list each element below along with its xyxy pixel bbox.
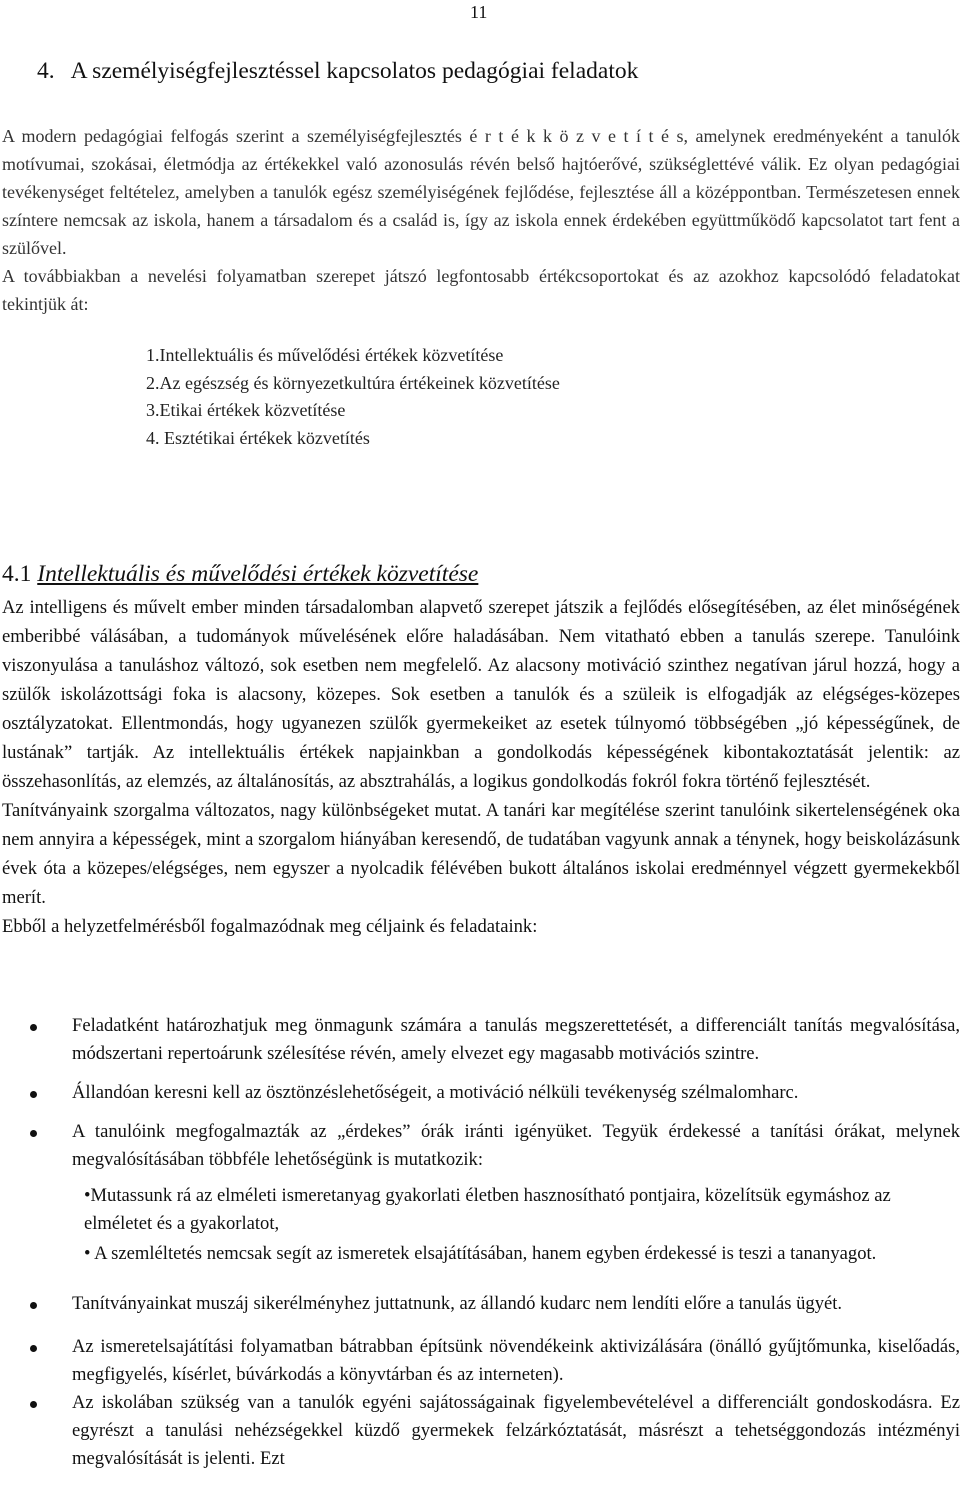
- bullet-icon: [30, 1130, 37, 1137]
- value-group-item: 3.Etikai értékek közvetítése: [146, 400, 346, 420]
- intro-text: [2, 122, 960, 318]
- page-number: 11: [470, 2, 488, 22]
- goal-text: Tanítványainkat muszáj sikerélményhez juttatnunk, az állandó kudarc nem lendíti előre a tanulás ügyét.: [72, 1293, 843, 1314]
- sub-goal-item: • A szemléltetés nemcsak segít az ismeretek elsajátításában, hanem egyben érdekessé is teszi a tananyagot.: [84, 1243, 877, 1264]
- section-heading: [2, 561, 478, 588]
- section-paragraph: Tanítványaink szorgalma változatos, nagy különbségeket mutat. A tanári kar megítélése szerint tanulóink sikertelenségének oka nem annyira a képességek, mint a szorgalom hiányában keresendő, de tudatában vagyunk annak a ténynek, hogy beiskolázásunk évek óta a közepes/elégséges, nem egyszer a nyolcadik félévében bukott általános iskolai eredménnyel végzett gyermekekből merít.: [2, 800, 960, 908]
- goal-text: Az ismeretelsajátítási folyamatban bátrabban építsünk növendékeink aktivizálására (önálló gyűjtőmunka, kiselőadás, megfigyelés, kísérlet, búvárkodás a könyvtárban és az interneten).: [72, 1336, 960, 1385]
- sub-goal-item: •Mutassunk rá az elméleti ismeretanyag gyakorlati életben hasznosítható pontjaira, közelítsük egymáshoz az elméletet és a gyakorlatot,: [84, 1185, 891, 1234]
- section-title: Intellektuális és művelődési értékek közvetítése: [37, 561, 479, 587]
- goal-text: Állandóan keresni kell az ösztönzéslehetőségeit, a motiváció nélküli tevékenység szélmalomharc.: [72, 1082, 799, 1103]
- chapter-number: 4.: [37, 58, 55, 84]
- goal-item: [0, 1290, 960, 1318]
- goal-text: A tanulóink megfogalmazták az „érdekes” órák iránti igényüket. Tegyük érdekessé a tanítási órákat, melynek megvalósításában többféle lehetőségünk is mutatkozik:: [72, 1121, 960, 1170]
- bullet-icon: [30, 1091, 37, 1098]
- section-paragraph: Ebből a helyzetfelmérésből fogalmazódnak meg céljaink és feladataink:: [2, 916, 538, 937]
- section-number: 4.1: [2, 561, 32, 587]
- goal-text: Az iskolában szükség van a tanulók egyéni sajátosságainak figyelembevételével a differenciált gondoskodásra. Ez egyrészt a tanulási nehézségekkel küzdő gyermekek felzárkóztatását, másrészt a tehetséggondozás intézményi megvalósítását is jelenti. Ezt: [72, 1392, 960, 1469]
- goal-item: [0, 1012, 960, 1068]
- section-body: [2, 593, 960, 941]
- goal-item: [0, 1118, 960, 1268]
- sub-goals-list: [0, 1182, 960, 1268]
- value-group-item: 1.Intellektuális és művelődési értékek közvetítése: [146, 345, 504, 365]
- more-goals-list: [0, 1290, 960, 1473]
- goal-item: [0, 1333, 960, 1389]
- goal-text: Feladatként határozhatjuk meg önmagunk számára a tanulás megszerettetését, a differenciált tanítás megvalósítása, módszertani repertoárunk szélesítése révén, amely elvezet egy magasabb motivációs szintre.: [72, 1015, 960, 1064]
- chapter-title: A személyiségfejlesztéssel kapcsolatos pedagógiai feladatok: [70, 58, 639, 84]
- value-group-item: 2.Az egészség és környezetkultúra értékeinek közvetítése: [146, 372, 560, 393]
- section-paragraph: Az intelligens és művelt ember minden társadalomban alapvető szerepet játszik a fejlődés elősegítésében, az élet minőségének emberibbé válásában, a tudományok művelésének előre haladásában. Nem vitatható ebben a tanulás szerepe. Tanulóink viszonyulása a tanuláshoz változó, sok esetben nem megfelelő. Az alacsony motiváció szinthez negatívan járul hozzá, hogy a szülők iskolázottsági foka is alacsony, közepes. Sok esetben a tanulók és a szüleik is elfogadják az elégséges-közepes osztályzatokat. Ellentmondás, hogy ugyanezen szülők gyermekeiket az esetek túlnyomó többségében „jó képességűnek, de lustának” tartják. Az intellektuális értékek napjainkban a gondolkodás képességének kibontakoztatását jelentik: az összehasonlítás, az elemzés, az általánosítás, az absztrahálás, a logikus gondolkodás fokról fokra történő fejlesztését.: [2, 597, 960, 792]
- value-groups-list: [146, 342, 560, 452]
- bullet-icon: [30, 1024, 37, 1031]
- goal-item: [0, 1389, 960, 1473]
- bullet-icon: [30, 1345, 37, 1352]
- intro-paragraph: A továbbiakban a nevelési folyamatban szerepet játszó legfontosabb értékcsoportokat és az azokhoz kapcsolódó feladatokat tekintjük át:: [2, 266, 960, 314]
- intro-paragraph: A modern pedagógiai felfogás szerint a személyiségfejlesztés é r t é k k ö z v e t í t é s, amelynek eredményeként a tanulók motívumai, szokásai, életmódja az értékekkel való azonosulás révén belső hajtóerővé, szükséglettévé válik. Ez olyan pedagógiai tevékenységet feltételez, amelyben a tanulók egész személyiségének fejlődése, fejlesztése áll a középpontban. Természetesen ennek színtere nemcsak az iskola, hanem a társadalom és a család is, így az iskola ennek érdekében együttműködő kapcsolatot tart fent a szülővel.: [2, 126, 960, 258]
- goal-item: [0, 1079, 960, 1107]
- bullet-icon: [30, 1401, 37, 1408]
- goals-list: [0, 1012, 960, 1268]
- value-group-item: 4. Esztétikai értékek közvetítés: [146, 427, 370, 448]
- chapter-heading: [37, 58, 638, 85]
- bullet-icon: [30, 1302, 37, 1309]
